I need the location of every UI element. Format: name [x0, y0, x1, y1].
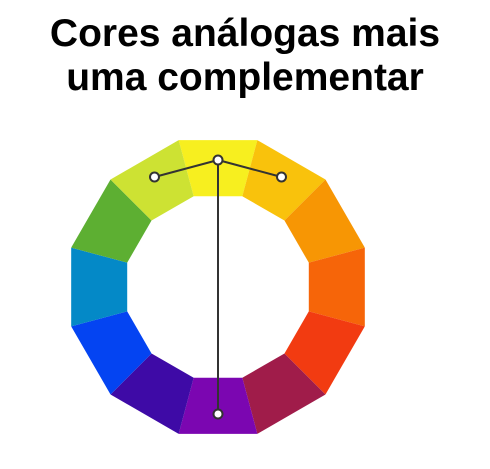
- marker-analogous-yellow-orange: [277, 173, 286, 182]
- marker-main-yellow: [214, 156, 223, 165]
- marker-analogous-yellow-green: [150, 173, 159, 182]
- title-line-1: Cores análogas mais: [49, 12, 441, 55]
- marker-complementary-violet: [214, 410, 223, 419]
- title-line-2: uma complementar: [66, 56, 424, 99]
